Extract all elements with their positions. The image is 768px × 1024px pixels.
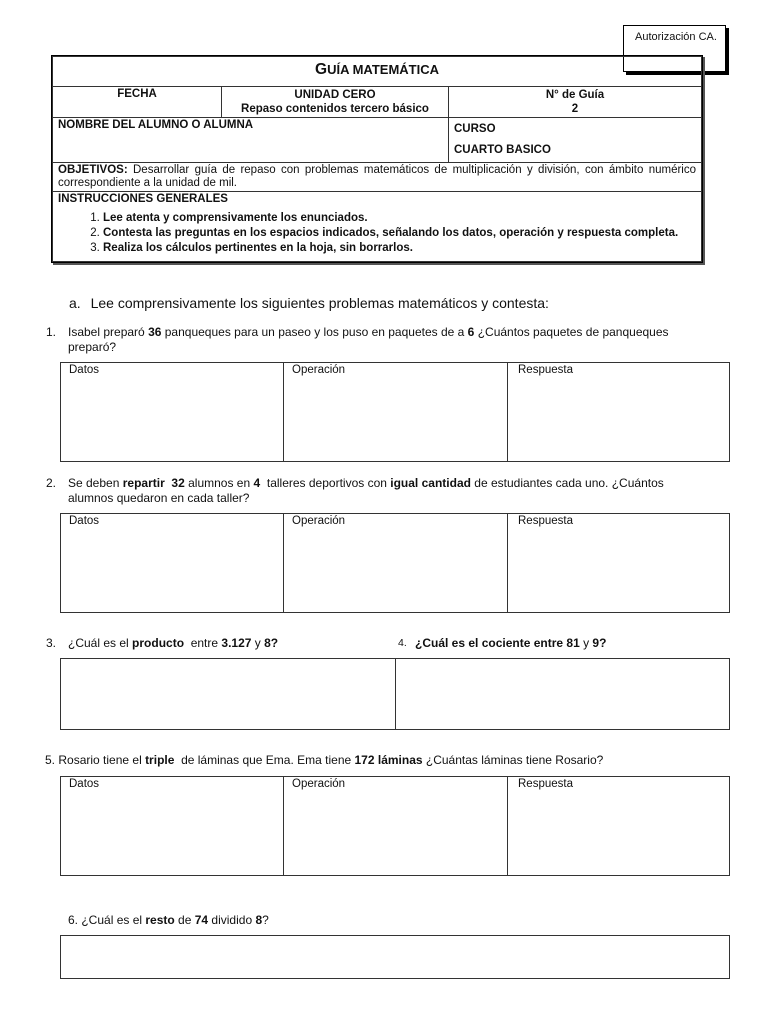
guia-cell: N° de Guía 2 bbox=[449, 87, 702, 118]
answer-table-1 bbox=[60, 362, 730, 462]
fecha-cell: FECHA bbox=[53, 87, 222, 118]
answer-box-3[interactable] bbox=[61, 659, 396, 729]
datos-cell[interactable]: Datos bbox=[61, 777, 284, 875]
question-4-number: 4. bbox=[398, 637, 407, 649]
header-table bbox=[51, 55, 703, 263]
instruccion-item: 1. Lee atenta y comprensivamente los enunciados. bbox=[103, 211, 696, 225]
question-3-number: 3. bbox=[46, 636, 57, 650]
question-6-text: 6. ¿Cuál es el resto de 74 dividido 8? bbox=[68, 913, 269, 927]
question-1-number: 1. bbox=[46, 325, 57, 339]
answer-boxes-3-4 bbox=[60, 658, 730, 730]
answer-table-2 bbox=[60, 513, 730, 613]
authorization-label: Autorización CA. bbox=[635, 31, 717, 43]
objetivos-cell: OBJETIVOS: Desarrollar guía de repaso con problemas matemáticos de multiplicación y división, con ámbito numérico correspondiente a la unidad de mil. bbox=[53, 163, 702, 192]
page-title: GUÍA MATEMÁTICA bbox=[53, 57, 702, 87]
respuesta-cell[interactable]: Respuesta bbox=[518, 364, 573, 376]
instrucciones-list bbox=[58, 211, 696, 255]
answer-box-4[interactable] bbox=[396, 659, 729, 729]
respuesta-cell[interactable]: Respuesta bbox=[518, 515, 573, 527]
operacion-cell[interactable]: Operación bbox=[284, 777, 508, 875]
operacion-cell[interactable]: Operación bbox=[284, 363, 508, 461]
question-2-number: 2. bbox=[46, 476, 57, 490]
question-4-text: ¿Cuál es el cociente entre 81 y 9? bbox=[415, 636, 607, 650]
question-2-text: Se deben repartir 32 alumnos en 4 talleres deportivos con igual cantidad de estudiantes cada uno. ¿Cuántos alumnos quedaron en cada taller? bbox=[68, 476, 664, 505]
datos-cell[interactable]: Datos bbox=[61, 363, 284, 461]
question-1-text: Isabel preparó 36 panqueques para un paseo y los puso en paquetes de a 6 ¿Cuántos paquetes de panqueques preparó? bbox=[68, 325, 669, 354]
nombre-cell: NOMBRE DEL ALUMNO O ALUMNA bbox=[53, 118, 449, 163]
operacion-cell[interactable]: Operación bbox=[284, 514, 508, 612]
datos-cell[interactable]: Datos bbox=[61, 514, 284, 612]
question-3-text: ¿Cuál es el producto entre 3.127 y 8? bbox=[68, 636, 279, 650]
unidad-cell: UNIDAD CERO Repaso contenidos tercero básico bbox=[222, 87, 449, 118]
curso-cell: CURSO CUARTO BASICO bbox=[449, 118, 702, 163]
answer-box-6[interactable] bbox=[60, 935, 730, 979]
answer-table-5 bbox=[60, 776, 730, 876]
instruccion-item: 3. Realiza los cálculos pertinentes en la hoja, sin borrarlos. bbox=[103, 241, 696, 255]
question-5-text: 5. Rosario tiene el triple de láminas que Ema. Ema tiene 172 láminas ¿Cuántas láminas tiene Rosario? bbox=[45, 753, 604, 767]
respuesta-cell[interactable]: Respuesta bbox=[518, 778, 573, 790]
section-a-heading: a. Lee comprensivamente los siguientes problemas matemáticos y contesta: bbox=[69, 295, 549, 311]
instrucciones-cell: INSTRUCCIONES GENERALES 1. Lee atenta y comprensivamente los enunciados. 2. Contesta las preguntas en los espacios indicados, señalando los datos, operación y respuesta completa. 3. Realiza los cálculos pertinentes en la hoja, sin borrarlos. bbox=[53, 192, 702, 262]
instruccion-item: 2. Contesta las preguntas en los espacios indicados, señalando los datos, operación y respuesta completa. bbox=[103, 226, 696, 240]
